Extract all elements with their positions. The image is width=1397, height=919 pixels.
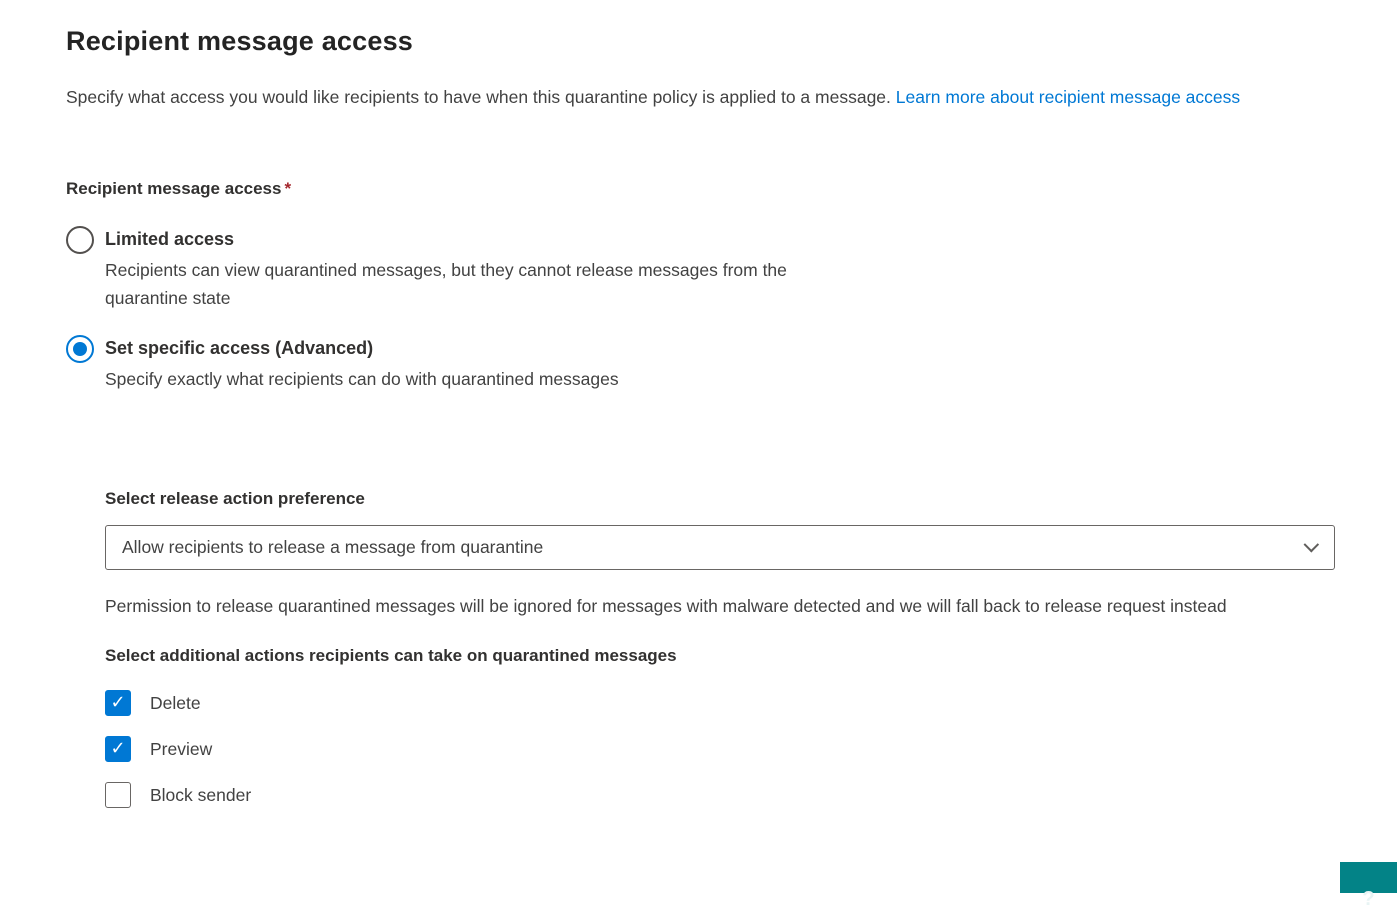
- radio-option-set-specific-access[interactable]: [66, 334, 1335, 393]
- additional-actions-checkbox-list: [105, 680, 1335, 818]
- block-sender-checkbox-label: Block sender: [150, 784, 252, 805]
- release-preference-selected-value: Allow recipients to release a message from quarantine: [122, 537, 544, 557]
- checkmark-icon: ✓: [110, 692, 126, 712]
- intro-text: Specify what access you would like recipients to have when this quarantine policy is applied to a message.: [66, 87, 891, 107]
- preview-checkbox[interactable]: [105, 736, 131, 762]
- set-specific-access-description: Specify exactly what recipients can do with quarantined messages: [105, 369, 619, 389]
- intro-paragraph: [66, 83, 1335, 111]
- required-asterisk: *: [284, 179, 292, 198]
- additional-actions-label: Select additional actions recipients can take on quarantined messages: [105, 646, 677, 665]
- preview-checkbox-label: Preview: [150, 738, 213, 759]
- page-title: Recipient message access: [66, 26, 414, 56]
- delete-checkbox[interactable]: [105, 690, 131, 716]
- set-specific-access-radio[interactable]: [66, 335, 94, 363]
- checkbox-row-block-sender[interactable]: [105, 772, 1335, 818]
- radio-option-limited-access[interactable]: [66, 225, 1335, 312]
- advanced-settings-section: [105, 489, 1335, 818]
- release-preference-dropdown[interactable]: [105, 525, 1335, 570]
- limited-access-texts: [105, 225, 795, 312]
- chevron-down-icon: [1304, 537, 1320, 553]
- release-preference-label: Select release action preference: [105, 489, 365, 508]
- limited-access-description: Recipients can view quarantined messages, but they cannot release messages from the quarantine state: [105, 260, 787, 308]
- set-specific-access-label: Set specific access (Advanced): [105, 338, 374, 358]
- block-sender-checkbox[interactable]: [105, 782, 131, 808]
- learn-more-link[interactable]: Learn more about recipient message access: [895, 87, 1241, 107]
- limited-access-label: Limited access: [105, 229, 235, 249]
- help-question-icon: ?: [1362, 888, 1375, 910]
- delete-checkbox-label: Delete: [150, 692, 201, 713]
- limited-access-radio[interactable]: [66, 226, 94, 254]
- access-field-label: [66, 179, 1335, 199]
- release-preference-note: Permission to release quarantined messages will be ignored for messages with malware detected and we will fall back to release request instead: [105, 596, 1227, 616]
- checkmark-icon: ✓: [110, 738, 126, 758]
- access-field-label-text: Recipient message access: [66, 179, 282, 198]
- set-specific-access-texts: [105, 334, 619, 393]
- checkbox-row-preview[interactable]: [105, 726, 1335, 772]
- help-button[interactable]: [1340, 862, 1397, 910]
- checkbox-row-delete[interactable]: [105, 680, 1335, 726]
